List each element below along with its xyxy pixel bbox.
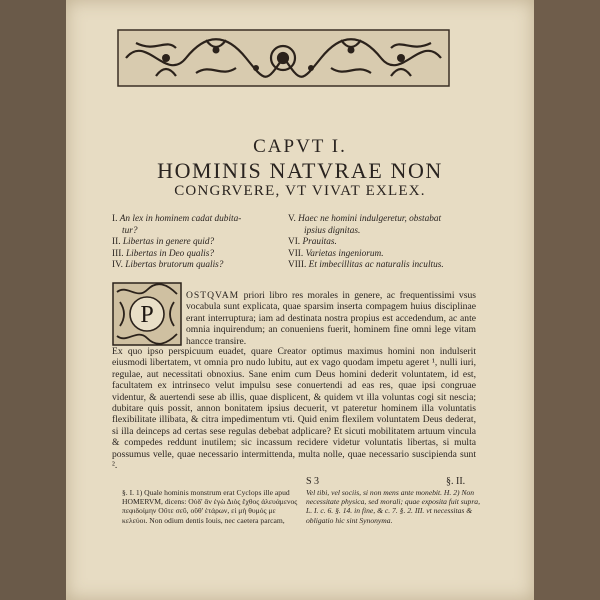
contents-item: VI. Prauitas. — [288, 237, 337, 248]
contents-item: VIII. Et imbecillitas ac naturalis incultus. — [288, 260, 444, 271]
book-page — [66, 0, 534, 600]
book-edge-right — [534, 0, 600, 600]
contents-item: VII. Varietas ingeniorum. — [288, 248, 384, 259]
chapter-title-line1: HOMINIS NATVRAE NON — [157, 158, 443, 183]
body-paragraph-start — [186, 290, 476, 347]
contents-list-right — [288, 214, 474, 272]
contents-item: III. Libertas in Deo qualis? — [112, 248, 215, 259]
initial-letter: P — [140, 302, 154, 328]
contents-item-continuation: tur? — [122, 225, 138, 236]
book-edge-left — [0, 0, 66, 600]
headpiece-ornament — [116, 28, 451, 88]
body-text-top: priori libro res morales in genere, ac frequentissimi vsus vocabula sunt explicata, quae sparsim inserta compagem huius disciplinae erant interruptura; iam ad destinata nostra propius est accedendum, ac ante omnia inquirendum; an conueniens fuerit, hominem fine omni lege vitam hancce transire. — [186, 290, 476, 347]
contents-item: IV. Libertas brutorum qualis? — [112, 260, 224, 271]
contents-list-left — [112, 214, 290, 272]
catchword: §. II. — [446, 476, 466, 487]
chapter-number: CAPVT I. — [253, 136, 347, 157]
decorated-initial — [112, 282, 182, 346]
footnote-left: §. I. 1) Quale hominis monstrum erat Cyclops ille apud HOMERVM, dicens: Οὐδ' ἂν ἐγὼ Διὸς ἔχθος ἀλευάμενος πεφιδοίμην Οὔτε σεῦ, οὔθ' ἑτάρων, εἰ μὴ θυμός με κελεύοι. Non odium dentis Iouis, nec caetera parcam, — [122, 488, 298, 525]
contents-item: V. Haec ne homini indulgeretur, obstabat — [288, 214, 442, 224]
contents-item: I. An lex in hominem cadat dubita- — [112, 214, 242, 224]
signature-mark: S 3 — [306, 476, 320, 487]
contents-item: II. Libertas in genere quid? — [112, 237, 215, 248]
opening-word: OSTQVAM — [186, 290, 240, 301]
body-text-main: Ex quo ipso perspicuum euadet, quare Creator optimus maximus homini non indulserit eiusmodi libertatem, vt omnia pro nudo lubitu, aut ex vago quodam impetu ageret ¹, nulli iuri, regulae, aut necessitati obnoxius. Sane enim cum Deus homini dederit voluntatem, id est, facultatem ex intrinseco velut impulsu sese conuertendi ad eas res, quae ipsi congruae videntur, & auertendi sese ab illis, quae displicent, & quidem vt illa voluntas cogi sit nescia; dubitare quis possit, annon bonitatem ipsius decuerit, vt pateretur hominem illa voluntatis flexibilitate illibata, & citra impedimentum vti. Quid enim flexilem voluntatem Deus dederat, si illa deinceps ad certas sese regulas debebat adplicare? Et sicuti mobilitatem artuum vincula & compedes reddunt inutilem; sic incassum recidere videtur voluntatis libertas, si multa possumus velle, quae necessario intermittenda, multa nolle, quae necessario suscipienda sunt ². — [112, 346, 476, 472]
contents-item-continuation: ipsius dignitas. — [304, 225, 361, 236]
footnote-right: Vel tibi, vel sociis, si non mens ante monebit. H. 2) Non necessitate physica, sed morali; quae exposita fuit supra, L. I. c. 6. §. 14. in fine, & c. 7. §. 2. III. vt necessitas & obligatio hic sint Synonyma. — [306, 488, 480, 525]
chapter-title-line2: CONGRVERE, VT VIVAT EXLEX. — [174, 183, 426, 199]
